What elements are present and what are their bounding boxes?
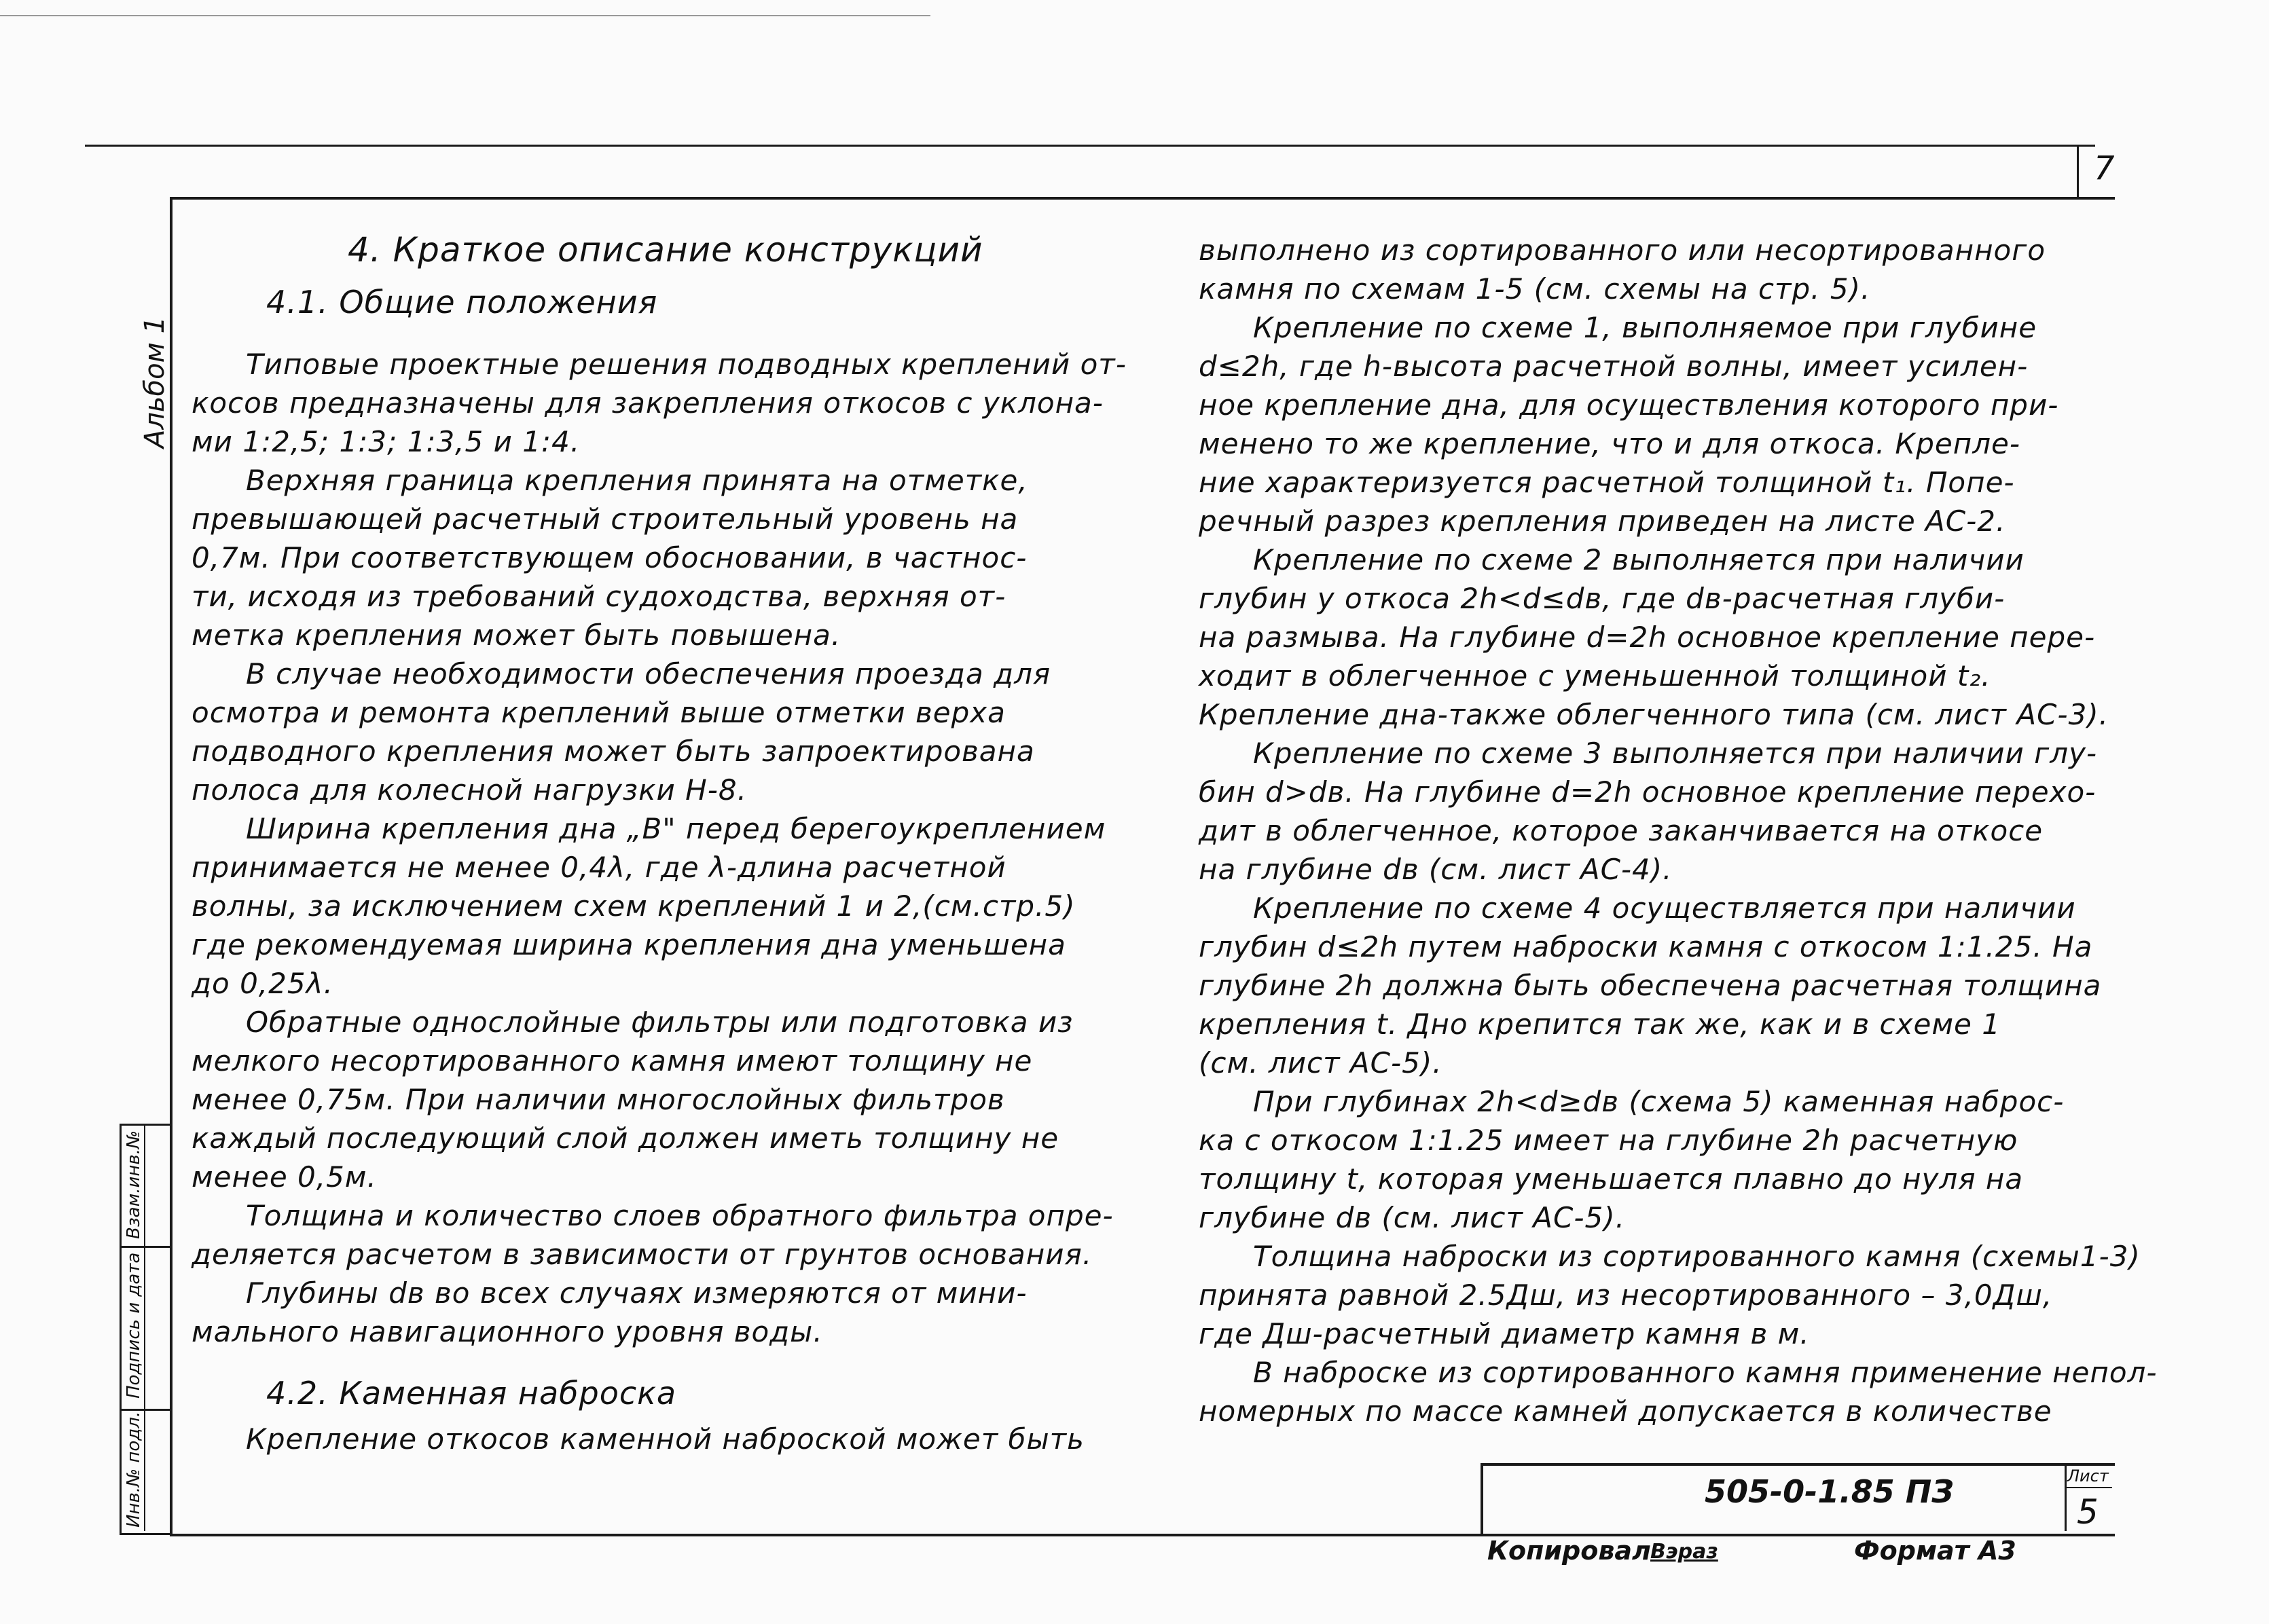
text-line: камня по схемам 1-5 (см. схемы на стр. 5).	[1199, 272, 1871, 306]
text-line: выполнено из сортированного или несортированного	[1199, 234, 2046, 267]
format-label: Формат А3	[1854, 1536, 2016, 1566]
text-line: где рекомендуемая ширина крепления дна уменьшена	[192, 928, 1066, 961]
top-rule-faint	[0, 15, 930, 16]
text-line: глубин d≤2h путем наброски камня с откосом 1:1.25. На	[1199, 930, 2093, 963]
strip-cell-signature-date: Подпись и дата	[124, 1252, 144, 1399]
text-line: номерных по массе камней допускается в количестве	[1199, 1395, 2052, 1428]
text-line: принята равной 2.5Дш, из несортированного – 3,0Дш,	[1199, 1278, 2053, 1312]
text-line: Крепление по схеме 3 выполняется при наличии глу-	[1253, 737, 2098, 770]
text-line: Крепление дна-также облегченного типа (см. лист АС-3).	[1199, 698, 2109, 731]
text-line: Ширина крепления дна „В" перед берегоукреплением	[246, 812, 1106, 845]
text-line: Типовые проектные решения подводных креплений от-	[246, 348, 1127, 381]
text-line: дит в облегченное, которое заканчивается на откосе	[1199, 814, 2044, 847]
text-line: крепления t. Дно крепится так же, как и в схеме 1	[1199, 1008, 2001, 1041]
strip-inner-line	[144, 1124, 145, 1531]
text-line: до 0,25λ.	[192, 967, 333, 1000]
text-line: глубин у откоса 2h<d≤dв, где dв-расчетная глуби-	[1199, 582, 2005, 615]
text-line: Толщина наброски из сортированного камня (схемы1-3)	[1253, 1240, 2141, 1273]
text-line: ходит в облегченное с уменьшенной толщиной t₂.	[1199, 659, 1991, 693]
top-rule	[85, 145, 2095, 147]
text-line: толщину t, которая уменьшается плавно до нуля на	[1199, 1162, 2024, 1196]
text-line: бин d>dв. На глубине d=2h основное крепление перехо-	[1199, 775, 2096, 809]
text-line: ти, исходя из требований судоходства, верхняя от-	[192, 580, 1006, 613]
subsection-heading-4-1: 4.1. Общие положения	[266, 284, 658, 320]
text-line: осмотра и ремонта креплений выше отметки верха	[192, 696, 1006, 729]
text-line: косов предназначены для закрепления откосов с уклона-	[192, 386, 1104, 420]
text-line: Толщина и количество слоев обратного фильтра опре-	[246, 1199, 1114, 1232]
text-line: Крепление по схеме 1, выполняемое при глубине	[1253, 311, 2037, 344]
text-line: Верхняя граница крепления принята на отметке,	[246, 464, 1028, 497]
text-line: Крепление по схеме 4 осуществляется при наличии	[1253, 891, 2076, 925]
text-line: глубине dв (см. лист АС-5).	[1199, 1201, 1625, 1234]
text-line: мелкого несортированного камня имеют толщину не	[192, 1044, 1033, 1077]
copied-by-signature: Вэраз	[1650, 1540, 1718, 1564]
text-line: на размыва. На глубине d=2h основное крепление пере-	[1199, 621, 2096, 654]
text-line: При глубинах 2h<d≥dв (схема 5) каменная наброс-	[1253, 1085, 2065, 1118]
copied-by-label: Копировал	[1487, 1536, 1651, 1566]
text-line: ние характеризуется расчетной толщиной t₁. Попе-	[1199, 466, 2015, 499]
text-line: каждый последующий слой должен иметь толщину не	[192, 1122, 1059, 1155]
text-line: ка с откосом 1:1.25 имеет на глубине 2h расчетную	[1199, 1124, 2018, 1157]
document-code: 505-0-1.85 ПЗ	[1705, 1473, 1954, 1510]
text-line: подводного крепления может быть запроектирована	[192, 735, 1035, 768]
text-line: волны, за исключением схем креплений 1 и 2,(см.стр.5)	[192, 889, 1076, 923]
album-label: Альбом 1	[139, 316, 170, 448]
subsection-heading-4-2: 4.2. Каменная наброска	[266, 1375, 677, 1411]
text-line: метка крепления может быть повышена.	[192, 619, 841, 652]
text-line: Обратные однослойные фильтры или подготовка из	[246, 1005, 1074, 1039]
text-line: менее 0,5м.	[192, 1160, 377, 1194]
text-line: ми 1:2,5; 1:3; 1:3,5 и 1:4.	[192, 425, 581, 458]
page-number: 7	[2094, 149, 2115, 187]
text-line: полоса для колесной нагрузки Н-8.	[192, 773, 747, 807]
text-line: деляется расчетом в зависимости от грунтов основания.	[192, 1238, 1093, 1271]
text-line: менее 0,75м. При наличии многослойных фильтров	[192, 1083, 1005, 1116]
text-line: на глубине dв (см. лист АС-4).	[1199, 853, 1673, 886]
text-line: Крепление по схеме 2 выполняется при наличии	[1253, 543, 2025, 576]
text-line: менено то же крепление, что и для откоса. Крепле-	[1199, 427, 2021, 460]
strip-cell-replacement-inventory: Взам.инв.№	[124, 1130, 144, 1239]
text-line: 0,7м. При соответствующем обосновании, в частнос-	[192, 541, 1028, 574]
text-line: В случае необходимости обеспечения проезда для	[246, 657, 1051, 690]
text-line: речный разрез крепления приведен на листе АС-2.	[1199, 504, 2006, 538]
text-line: d≤2h, где h-высота расчетной волны, имеет усилен-	[1199, 350, 2029, 383]
sheet-label: Лист	[2067, 1466, 2109, 1485]
text-line: где Дш-расчетный диаметр камня в м.	[1199, 1317, 1810, 1350]
text-line: В наброске из сортированного камня применение непол-	[1253, 1356, 2158, 1389]
text-line: принимается не менее 0,4λ, где λ-длина расчетной	[192, 851, 1006, 884]
sheet-number: 5	[2077, 1492, 2099, 1532]
text-line: Глубины dв во всех случаях измеряются от мини-	[246, 1276, 1028, 1310]
text-line: мального навигационного уровня воды.	[192, 1315, 823, 1348]
text-line: превышающей расчетный строительный уровень на	[192, 502, 1019, 536]
text-line: Крепление откосов каменной наброской может быть	[246, 1422, 1085, 1456]
text-line: (см. лист АС-5).	[1199, 1046, 1442, 1079]
text-line: глубине 2h должна быть обеспечена расчетная толщина	[1199, 969, 2102, 1002]
text-line: ное крепление дна, для осуществления которого при-	[1199, 388, 2059, 422]
page-number-divider	[2077, 146, 2079, 197]
right-text-column	[1199, 231, 2158, 1431]
left-text-column	[192, 224, 1127, 1458]
strip-cell-inventory-original: Инв.№ подл.	[124, 1411, 144, 1528]
sheet-cell-divider	[2065, 1487, 2112, 1488]
section-heading: 4. Краткое описание конструкций	[348, 230, 983, 270]
